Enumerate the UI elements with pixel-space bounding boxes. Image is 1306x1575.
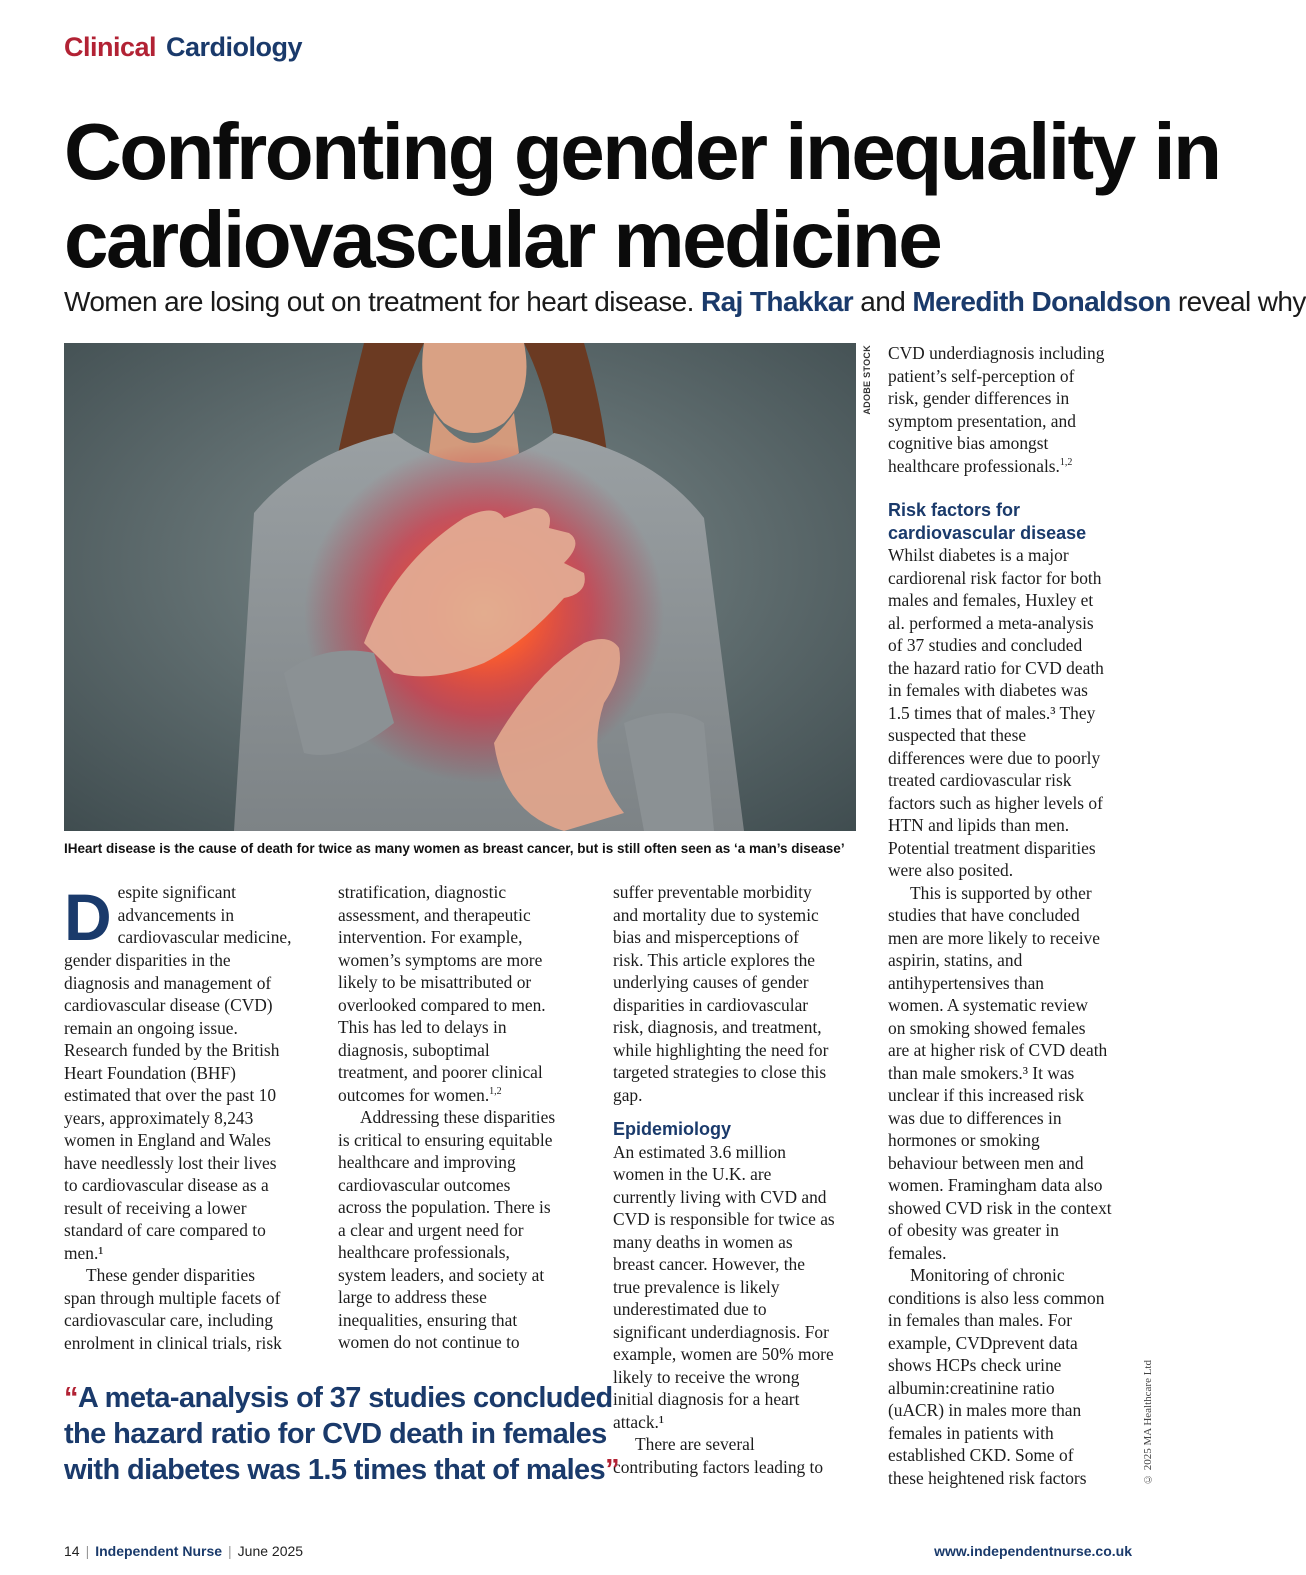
col4-line: (uACR) in males more than [888, 1400, 1082, 1420]
col4-paragraph-3 [888, 882, 1133, 1265]
col4-line: established CKD. Some of [888, 1445, 1074, 1465]
col4-line-text: healthcare professionals. [888, 455, 1060, 476]
standfirst-and: and [860, 286, 906, 317]
col2-line: women’s symptoms are more [338, 949, 543, 970]
pull-quote [64, 1380, 619, 1488]
standfirst-lead: Women are losing out on treatment for heart disease. [64, 286, 694, 317]
col3-line: while highlighting the need for [613, 1039, 829, 1060]
author-1: Raj Thakkar [700, 286, 854, 317]
col4-line: al. performed a meta-analysis [888, 612, 1094, 633]
col3-line: risk, diagnosis, and treatment, [613, 1017, 822, 1037]
col3-line: attack.¹ [613, 1411, 665, 1432]
col4-line: albumin:creatinine ratio [888, 1377, 1055, 1398]
section-primary: Clinical [64, 32, 157, 62]
col2-line: across the population. There is [338, 1197, 551, 1217]
column-2 [338, 881, 583, 1354]
col4-line: conditions is also less common [888, 1287, 1105, 1308]
col4-line: men are more likely to receive [888, 927, 1100, 948]
col4-line: studies that have concluded [888, 905, 1080, 925]
col4-line: differences were due to poorly [888, 747, 1101, 768]
col1-line: remain an ongoing issue. [64, 1017, 238, 1038]
col4-line: Monitoring of chronic [910, 1265, 1065, 1285]
col1-line: enrolment in clinical trials, risk [64, 1332, 282, 1353]
col1-line: gender disparities in the [64, 950, 231, 970]
col3-line: example, women are 50% more [613, 1344, 834, 1364]
col2-line: Addressing these disparities [360, 1107, 556, 1127]
col1-paragraph-2 [64, 1264, 309, 1354]
section-label [64, 32, 302, 63]
col2-paragraph-2 [338, 1106, 583, 1354]
col3-paragraph-1 [613, 881, 858, 1106]
close-quote-mark: ” [605, 1454, 619, 1486]
pull-quote-text-1: A meta-analysis of 37 studies concluded [77, 1382, 613, 1414]
col1-line: estimated that over the past 10 [64, 1085, 277, 1105]
headline [64, 107, 1220, 284]
image-credit: ADOBE STOCK [862, 345, 872, 415]
standfirst-tail: reveal why [1177, 286, 1306, 317]
url-mid: nurse [1053, 1543, 1092, 1559]
col1-line: women in England and Wales [64, 1130, 271, 1150]
col3-paragraph-3 [613, 1433, 858, 1478]
pull-quote-line-2: the hazard ratio for CVD death in females [64, 1418, 607, 1450]
col3-line: likely to receive the wrong [613, 1366, 800, 1387]
col4-line: of 37 studies and concluded [888, 635, 1083, 655]
hero-image [64, 343, 856, 831]
col4-line: Potential treatment disparities [888, 837, 1096, 858]
col1-line: standard of care compared to [64, 1220, 266, 1240]
col4-line: these heightened risk factors [888, 1467, 1087, 1488]
website-link[interactable] [934, 1543, 1132, 1559]
col4-line: females in patients with [888, 1422, 1054, 1443]
col2-line: healthcare professionals, [338, 1242, 510, 1262]
col3-line: underestimated due to [613, 1299, 767, 1319]
footer-folio [64, 1543, 303, 1559]
image-caption: IHeart disease is the cause of death for twice as many women as breast cancer, but is still often seen as ‘a man’s disease’ [64, 841, 845, 856]
standfirst [64, 286, 1306, 318]
col2-line: treatment, and poorer clinical [338, 1062, 543, 1082]
open-quote-mark: “ [64, 1382, 78, 1414]
subhead-risk-factors-line-1: Risk factors for [888, 500, 1021, 520]
col4-line: the hazard ratio for CVD death [888, 657, 1104, 678]
publication-name: Independent Nurse [95, 1543, 223, 1559]
col4-line: were also posited. [888, 860, 1014, 880]
col3-line: An estimated 3.6 million [613, 1141, 786, 1162]
col1-line: These gender disparities [86, 1265, 256, 1285]
col4-line: This is supported by other [910, 882, 1092, 903]
col4-line: patient’s self-perception of [888, 365, 1075, 386]
col4-line: in females than males. For [888, 1310, 1073, 1330]
page-number: 14 [64, 1543, 80, 1559]
col1-line: Research funded by the British [64, 1040, 280, 1060]
col3-line: significant underdiagnosis. For [613, 1321, 829, 1342]
col1-line: have needlessly lost their lives [64, 1152, 277, 1173]
col4-line: women. A systematic review [888, 995, 1088, 1015]
author-2: Meredith Donaldson [912, 286, 1171, 317]
col1-line: Heart Foundation (BHF) [64, 1062, 236, 1083]
col2-line [338, 1084, 583, 1107]
col1-line: to cardiovascular disease as a [64, 1175, 269, 1195]
url-prefix: www.independent [934, 1543, 1054, 1559]
col1-line: cardiovascular care, including [64, 1310, 274, 1330]
col4-line: symptom presentation, and [888, 410, 1076, 431]
col3-line: gap. [613, 1084, 643, 1105]
col1-line: advancements in [117, 904, 235, 925]
col2-line: is critical to ensuring equitable [338, 1129, 553, 1150]
drop-cap: D [64, 880, 112, 954]
col4-line: of obesity was greater in [888, 1220, 1059, 1240]
col1-line: diagnosis and management of [64, 972, 272, 993]
footer-separator: | [228, 1543, 232, 1559]
reference-sup: 1,2 [489, 1085, 502, 1097]
col4-line: Whilst diabetes is a major [888, 545, 1069, 565]
col1-line: men.¹ [64, 1242, 104, 1263]
col3-line: true prevalence is likely [613, 1276, 780, 1297]
col4-line: CVD underdiagnosis including [888, 343, 1105, 363]
col3-line: initial diagnosis for a heart [613, 1389, 800, 1409]
col2-line: intervention. For example, [338, 927, 523, 947]
col2-line: stratification, diagnostic [338, 882, 507, 902]
col4-line: antihypertensives than [888, 972, 1044, 993]
col1-line: result of receiving a lower [64, 1197, 247, 1218]
col4-line: behaviour between men and [888, 1152, 1084, 1173]
col4-line: than male smokers.³ It was [888, 1062, 1075, 1083]
col3-line: bias and misperceptions of [613, 927, 799, 947]
col2-line: likely to be misattributed or [338, 972, 532, 992]
section-secondary: Cardiology [166, 32, 303, 62]
col3-line: CVD is responsible for twice as [613, 1209, 835, 1229]
col2-line: healthcare and improving [338, 1152, 516, 1172]
footer-separator: | [85, 1543, 90, 1559]
col2-line: women do not continue to [338, 1332, 520, 1352]
col4-paragraph-4 [888, 1264, 1133, 1489]
issue-date: June 2025 [237, 1543, 304, 1559]
col2-line: This has led to delays in [338, 1017, 507, 1037]
col4-line: on smoking showed females [888, 1017, 1086, 1038]
url-suffix: .co.uk [1091, 1543, 1132, 1559]
col4-line: cardiorenal risk factor for both [888, 567, 1102, 588]
col4-line: females. [888, 1242, 947, 1263]
col4-line: unclear if this increased risk [888, 1085, 1085, 1105]
col4-line: males and females, Huxley et [888, 590, 1094, 610]
col4-line: HTN and lipids than men. [888, 815, 1070, 835]
col4-line: was due to differences in [888, 1107, 1062, 1128]
col4-paragraph-1 [888, 342, 1133, 477]
col4-line: in females with diabetes was [888, 680, 1088, 700]
col2-line: assessment, and therapeutic [338, 904, 531, 925]
col2-line: cardiovascular outcomes [338, 1174, 511, 1195]
col3-line: contributing factors leading to [613, 1456, 824, 1477]
col2-paragraph-1 [338, 881, 583, 1106]
headline-line-1: Confronting gender inequality in [64, 107, 1220, 196]
column-3 [613, 881, 858, 1478]
col3-line: breast cancer. However, the [613, 1254, 805, 1274]
col4-line: example, CVDprevent data [888, 1332, 1078, 1353]
pull-quote-line-3 [64, 1452, 619, 1488]
col4-line: women. Framingham data also [888, 1175, 1103, 1195]
column-4 [888, 342, 1133, 1489]
col4-line: 1.5 times that of males.³ They [888, 702, 1096, 723]
col3-line: suffer preventable morbidity [613, 882, 812, 902]
col3-line: currently living with CVD and [613, 1186, 827, 1207]
col4-line: factors such as higher levels of [888, 792, 1103, 813]
subhead-risk-factors [888, 499, 1133, 544]
col3-line: underlying causes of gender [613, 972, 809, 992]
col1-line: years, approximately 8,243 [64, 1107, 254, 1128]
reference-sup: 1,2 [1059, 456, 1073, 468]
col3-line: risk. This article explores the [613, 949, 816, 970]
col2-line: diagnosis, suboptimal [338, 1039, 490, 1060]
column-1 [64, 881, 309, 1354]
subhead-epidemiology: Epidemiology [613, 1119, 732, 1139]
subhead-risk-factors-line-2: cardiovascular disease [888, 522, 1087, 543]
col3-paragraph-2 [613, 1141, 858, 1434]
col4-line: treated cardiovascular risk [888, 770, 1072, 790]
col1-line: espite significant [117, 882, 236, 902]
col1-line: cardiovascular medicine, [117, 927, 292, 947]
col1-line: span through multiple facets of [64, 1287, 281, 1308]
col4-line: cognitive bias amongst [888, 433, 1049, 453]
col2-line: system leaders, and society at [338, 1264, 545, 1285]
col3-line: There are several [635, 1434, 755, 1454]
col4-line: suspected that these [888, 725, 1027, 745]
pull-quote-text-3: with diabetes was 1.5 times that of males [64, 1454, 606, 1486]
col3-line: women in the U.K. are [613, 1164, 772, 1184]
headline-line-2: cardiovascular medicine [64, 195, 941, 284]
col1-paragraph-1 [64, 881, 309, 1264]
col3-line: many deaths in women as [613, 1231, 793, 1252]
col4-line: hormones or smoking [888, 1130, 1040, 1150]
col4-line: showed CVD risk in the context [888, 1197, 1112, 1218]
pull-quote-line-1 [64, 1380, 613, 1416]
col2-line: inequalities, ensuring that [338, 1309, 518, 1330]
col3-line: disparities in cardiovascular [613, 994, 809, 1015]
col1-line: cardiovascular disease (CVD) [64, 995, 273, 1015]
col4-line: risk, gender differences in [888, 388, 1070, 408]
hero-illustration [64, 343, 856, 831]
copyright-notice: © 2025 MA Healthcare Ltd [1142, 1360, 1154, 1486]
col4-line: are at higher risk of CVD death [888, 1040, 1108, 1060]
col4-line: aspirin, statins, and [888, 950, 1023, 970]
col2-line-text: outcomes for women. [338, 1084, 490, 1105]
col4-line: shows HCPs check urine [888, 1355, 1062, 1375]
col3-line: and mortality due to systemic [613, 904, 819, 925]
col3-line: targeted strategies to close this [613, 1062, 827, 1082]
col4-paragraph-2 [888, 544, 1133, 882]
col2-line: overlooked compared to men. [338, 994, 546, 1015]
col2-line: a clear and urgent need for [338, 1219, 524, 1240]
col2-line: large to address these [338, 1287, 487, 1307]
col4-line [888, 455, 1133, 478]
